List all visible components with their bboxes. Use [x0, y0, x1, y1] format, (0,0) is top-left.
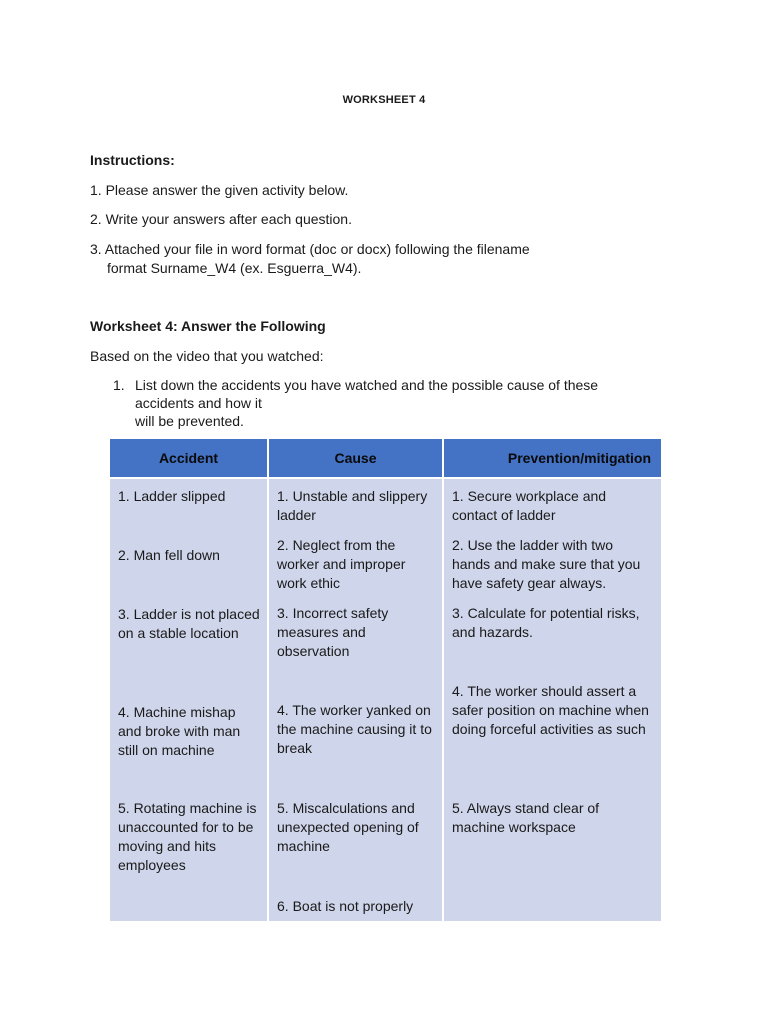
table-header-row [109, 439, 662, 478]
instruction-item-2: 2. Write your answers after each question. [90, 211, 352, 227]
worksheet-heading: Worksheet 4: Answer the Following [90, 318, 326, 334]
question-line-3: will be prevented. [135, 413, 244, 429]
accident-item: 4. Machine mishap and broke with man still on machine [118, 704, 241, 758]
instruction-item-3-line2: format Surname_W4 (ex. Esguerra_W4). [107, 260, 362, 276]
header-accident: Accident [109, 439, 268, 478]
question-line-1: List down the accidents you have watched and the possible cause of these [135, 377, 599, 393]
accident-table [108, 439, 663, 921]
prevention-item: 1. Secure workplace and contact of ladder [452, 488, 607, 523]
cause-column [268, 478, 443, 921]
header-cause: Cause [268, 439, 443, 478]
accident-column [109, 478, 268, 921]
instruction-item-1: 1. Please answer the given activity below. [90, 182, 349, 198]
header-prevention: Prevention/mitigation [443, 439, 662, 478]
cause-item: 6. Boat is not properly [277, 898, 414, 914]
prevention-item: 2. Use the ladder with two hands and make sure that you have safety gear always. [452, 537, 641, 591]
instructions-heading: Instructions: [90, 152, 175, 168]
accident-item: 3. Ladder is not placed on a stable location [118, 606, 260, 641]
prevention-item: 3. Calculate for potential risks, and hazards. [452, 605, 640, 640]
cause-item: 4. The worker yanked on the machine causing it to break [277, 702, 432, 756]
question-marker: 1. [113, 377, 125, 393]
prevention-item: 4. The worker should assert a safer position on machine when doing forceful activities as such [452, 683, 649, 737]
accident-item: 2. Man fell down [118, 547, 220, 563]
instruction-item-3-continued [90, 259, 361, 278]
table-row [109, 478, 662, 921]
cause-item: 1. Unstable and slippery ladder [277, 488, 428, 523]
cause-item: 3. Incorrect safety measures and observation [277, 605, 389, 659]
accident-item: 5. Rotating machine is unaccounted for to be moving and hits employees [118, 800, 257, 873]
cause-item: 2. Neglect from the worker and improper work ethic [277, 537, 406, 591]
prevention-item: 5. Always stand clear of machine workspace [452, 800, 600, 835]
cause-item: 5. Miscalculations and unexpected opening of machine [277, 800, 419, 854]
instruction-item-3: 3. Attached your file in word format (doc or docx) following the filename [90, 241, 530, 257]
question-line-2: accidents and how it [135, 395, 262, 411]
accident-item: 1. Ladder slipped [118, 488, 226, 504]
question-item [113, 376, 673, 430]
worksheet-intro: Based on the video that you watched: [90, 348, 324, 364]
prevention-column [443, 478, 662, 921]
worksheet-title: WORKSHEET 4 [342, 94, 426, 106]
